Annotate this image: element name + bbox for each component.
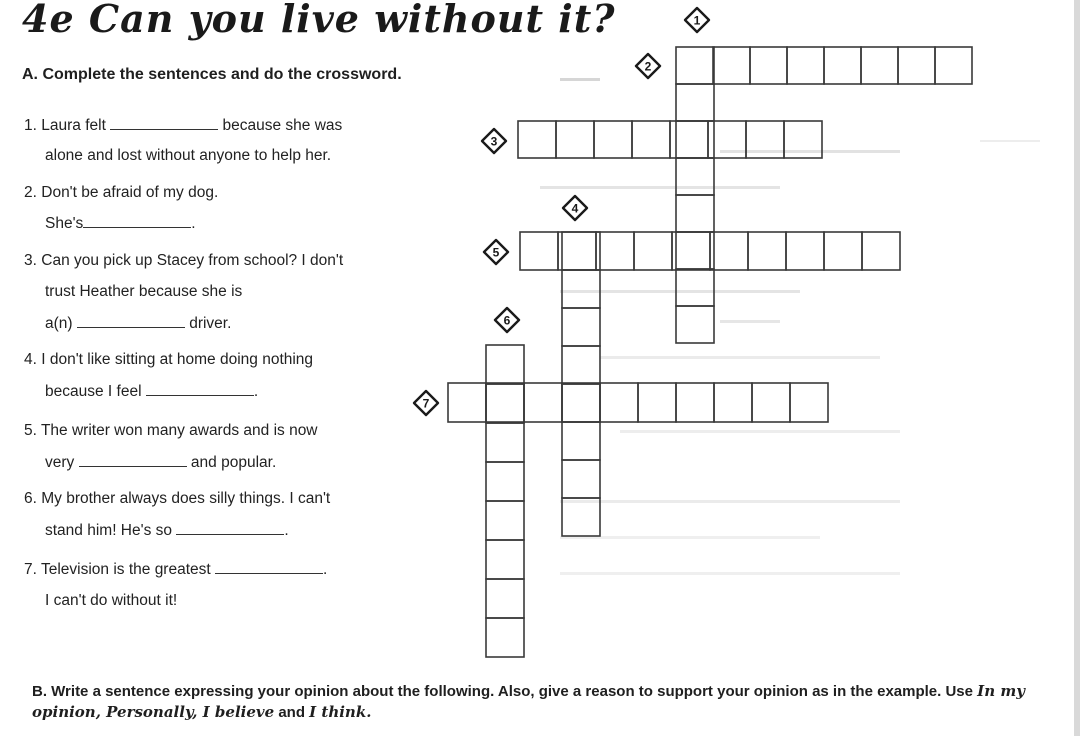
crossword-cell[interactable] xyxy=(520,232,558,270)
clue-number: 1 xyxy=(693,13,701,28)
crossword-cell[interactable] xyxy=(562,308,600,346)
section-b-phrases: In my opinion, Personally, I believe xyxy=(32,682,1025,721)
crossword-cell[interactable] xyxy=(486,618,524,657)
crossword-cell[interactable] xyxy=(632,121,670,158)
crossword-cell[interactable] xyxy=(713,47,750,84)
sentence-text: and popular. xyxy=(190,454,277,471)
crossword-cell[interactable] xyxy=(935,47,972,84)
sentence-text: I don't like sitting at home doing nothing xyxy=(41,351,314,368)
clue-number-badge xyxy=(563,196,587,220)
sentence-text: Can you pick up Stacey from school? I don't xyxy=(41,252,344,269)
crossword-cell[interactable] xyxy=(556,121,594,158)
sentence-number: 4. xyxy=(24,351,37,368)
sentence-number: 6. xyxy=(24,490,37,507)
clue-number-badge xyxy=(484,240,508,264)
sentence-text: . xyxy=(191,215,196,232)
sentence-text: Laura felt xyxy=(41,117,106,134)
section-b-conj: and xyxy=(278,704,305,721)
sentence-number: 5. xyxy=(24,422,37,439)
crossword-cell[interactable] xyxy=(596,232,634,270)
crossword-cell[interactable] xyxy=(486,423,524,462)
crossword-cell[interactable] xyxy=(486,345,524,384)
crossword-cell[interactable] xyxy=(562,270,600,308)
crossword-cell[interactable] xyxy=(676,47,714,84)
clue-number-badge xyxy=(414,391,438,415)
crossword-cell[interactable] xyxy=(861,47,898,84)
crossword-cell[interactable] xyxy=(562,346,600,384)
sentence-text: . xyxy=(284,522,289,539)
crossword-cell[interactable] xyxy=(486,462,524,501)
crossword-cell[interactable] xyxy=(786,232,824,270)
crossword-cell[interactable] xyxy=(676,158,714,195)
sentence-text: The writer won many awards and is now xyxy=(40,422,318,439)
crossword-cell[interactable] xyxy=(714,383,752,422)
clue-number-badge xyxy=(636,54,660,78)
sentence-text: very xyxy=(45,454,75,471)
sentence-text: Television is the greatest xyxy=(40,561,211,578)
crossword-cell[interactable] xyxy=(448,383,486,422)
sentence-text: My brother always does silly things. I can't xyxy=(41,490,331,507)
sentence-text: Don't be afraid of my dog. xyxy=(41,184,219,201)
sentence-1-continuation: alone and lost without anyone to help her. xyxy=(45,147,332,164)
sentence-3-line-2: trust Heather because she is xyxy=(45,283,243,300)
clue-number: 2 xyxy=(644,59,652,74)
section-b-instruction xyxy=(32,681,1032,723)
clue-number: 5 xyxy=(492,245,500,260)
sentence-text: a(n) xyxy=(45,315,73,332)
clue-number: 3 xyxy=(490,134,498,149)
clue-number: 6 xyxy=(503,313,511,328)
crossword-cell[interactable] xyxy=(562,498,600,536)
crossword-cell[interactable] xyxy=(676,383,714,422)
crossword-cell[interactable] xyxy=(676,195,714,232)
scan-edge xyxy=(1074,0,1080,736)
section-b-phrase-last: I think. xyxy=(309,703,372,721)
crossword-cell[interactable] xyxy=(594,121,632,158)
crossword-cell[interactable] xyxy=(898,47,935,84)
crossword-cell[interactable] xyxy=(486,579,524,618)
crossword-cell[interactable] xyxy=(486,540,524,579)
crossword-cell[interactable] xyxy=(562,422,600,460)
clue-number-badge xyxy=(685,8,709,32)
page-title: 4e Can you live without it? xyxy=(22,0,616,41)
crossword-cell[interactable] xyxy=(787,47,824,84)
crossword-cell[interactable] xyxy=(750,47,787,84)
crossword-cell[interactable] xyxy=(638,383,676,422)
crossword-cell[interactable] xyxy=(746,121,784,158)
crossword-cell[interactable] xyxy=(670,121,708,158)
crossword-cell[interactable] xyxy=(790,383,828,422)
crossword-cell[interactable] xyxy=(518,121,556,158)
crossword-cell[interactable] xyxy=(486,383,524,422)
sentence-text: because I feel xyxy=(45,383,142,400)
sentence-number: 3. xyxy=(24,252,37,269)
section-a-instruction: A. Complete the sentences and do the crossword. xyxy=(22,66,402,83)
sentence-text: . xyxy=(323,561,328,578)
sentence-text: . xyxy=(253,383,259,400)
crossword-cell[interactable] xyxy=(634,232,672,270)
clue-number: 4 xyxy=(571,201,579,216)
sentence-text: She's xyxy=(45,215,84,232)
crossword-cell[interactable] xyxy=(862,232,900,270)
section-b-label: B. xyxy=(32,683,47,700)
crossword-cell[interactable] xyxy=(676,269,714,306)
crossword-cell[interactable] xyxy=(600,383,638,422)
sentence-number: 2. xyxy=(24,184,37,201)
crossword-cell[interactable] xyxy=(752,383,790,422)
crossword-cell[interactable] xyxy=(562,383,600,422)
crossword-cell[interactable] xyxy=(672,232,710,270)
crossword-cell[interactable] xyxy=(784,121,822,158)
sentence-text: stand him! He's so xyxy=(45,522,173,539)
sentence-7-continuation: I can't do without it! xyxy=(45,592,178,609)
crossword-cell[interactable] xyxy=(824,232,862,270)
clue-number-badge xyxy=(482,129,506,153)
crossword-cell[interactable] xyxy=(824,47,861,84)
sentence-number: 7. xyxy=(24,561,37,578)
crossword-cell[interactable] xyxy=(558,232,596,270)
sentence-text: because she was xyxy=(222,117,343,134)
sentence-text: driver. xyxy=(189,315,232,332)
sentence-number: 1. xyxy=(24,117,37,134)
crossword-cell[interactable] xyxy=(524,383,562,422)
crossword-cell[interactable] xyxy=(748,232,786,270)
clue-number-badge xyxy=(495,308,519,332)
crossword-cell[interactable] xyxy=(710,232,748,270)
crossword-cell[interactable] xyxy=(676,84,714,121)
crossword-cell[interactable] xyxy=(708,121,746,158)
crossword-cell[interactable] xyxy=(562,460,600,498)
clue-number: 7 xyxy=(422,396,430,411)
section-b-text: Write a sentence expressing your opinion about the following. Also, give a reason to support your opinion as in the example. Use xyxy=(51,683,973,700)
crossword-cell[interactable] xyxy=(676,306,714,343)
crossword-cell[interactable] xyxy=(486,501,524,540)
